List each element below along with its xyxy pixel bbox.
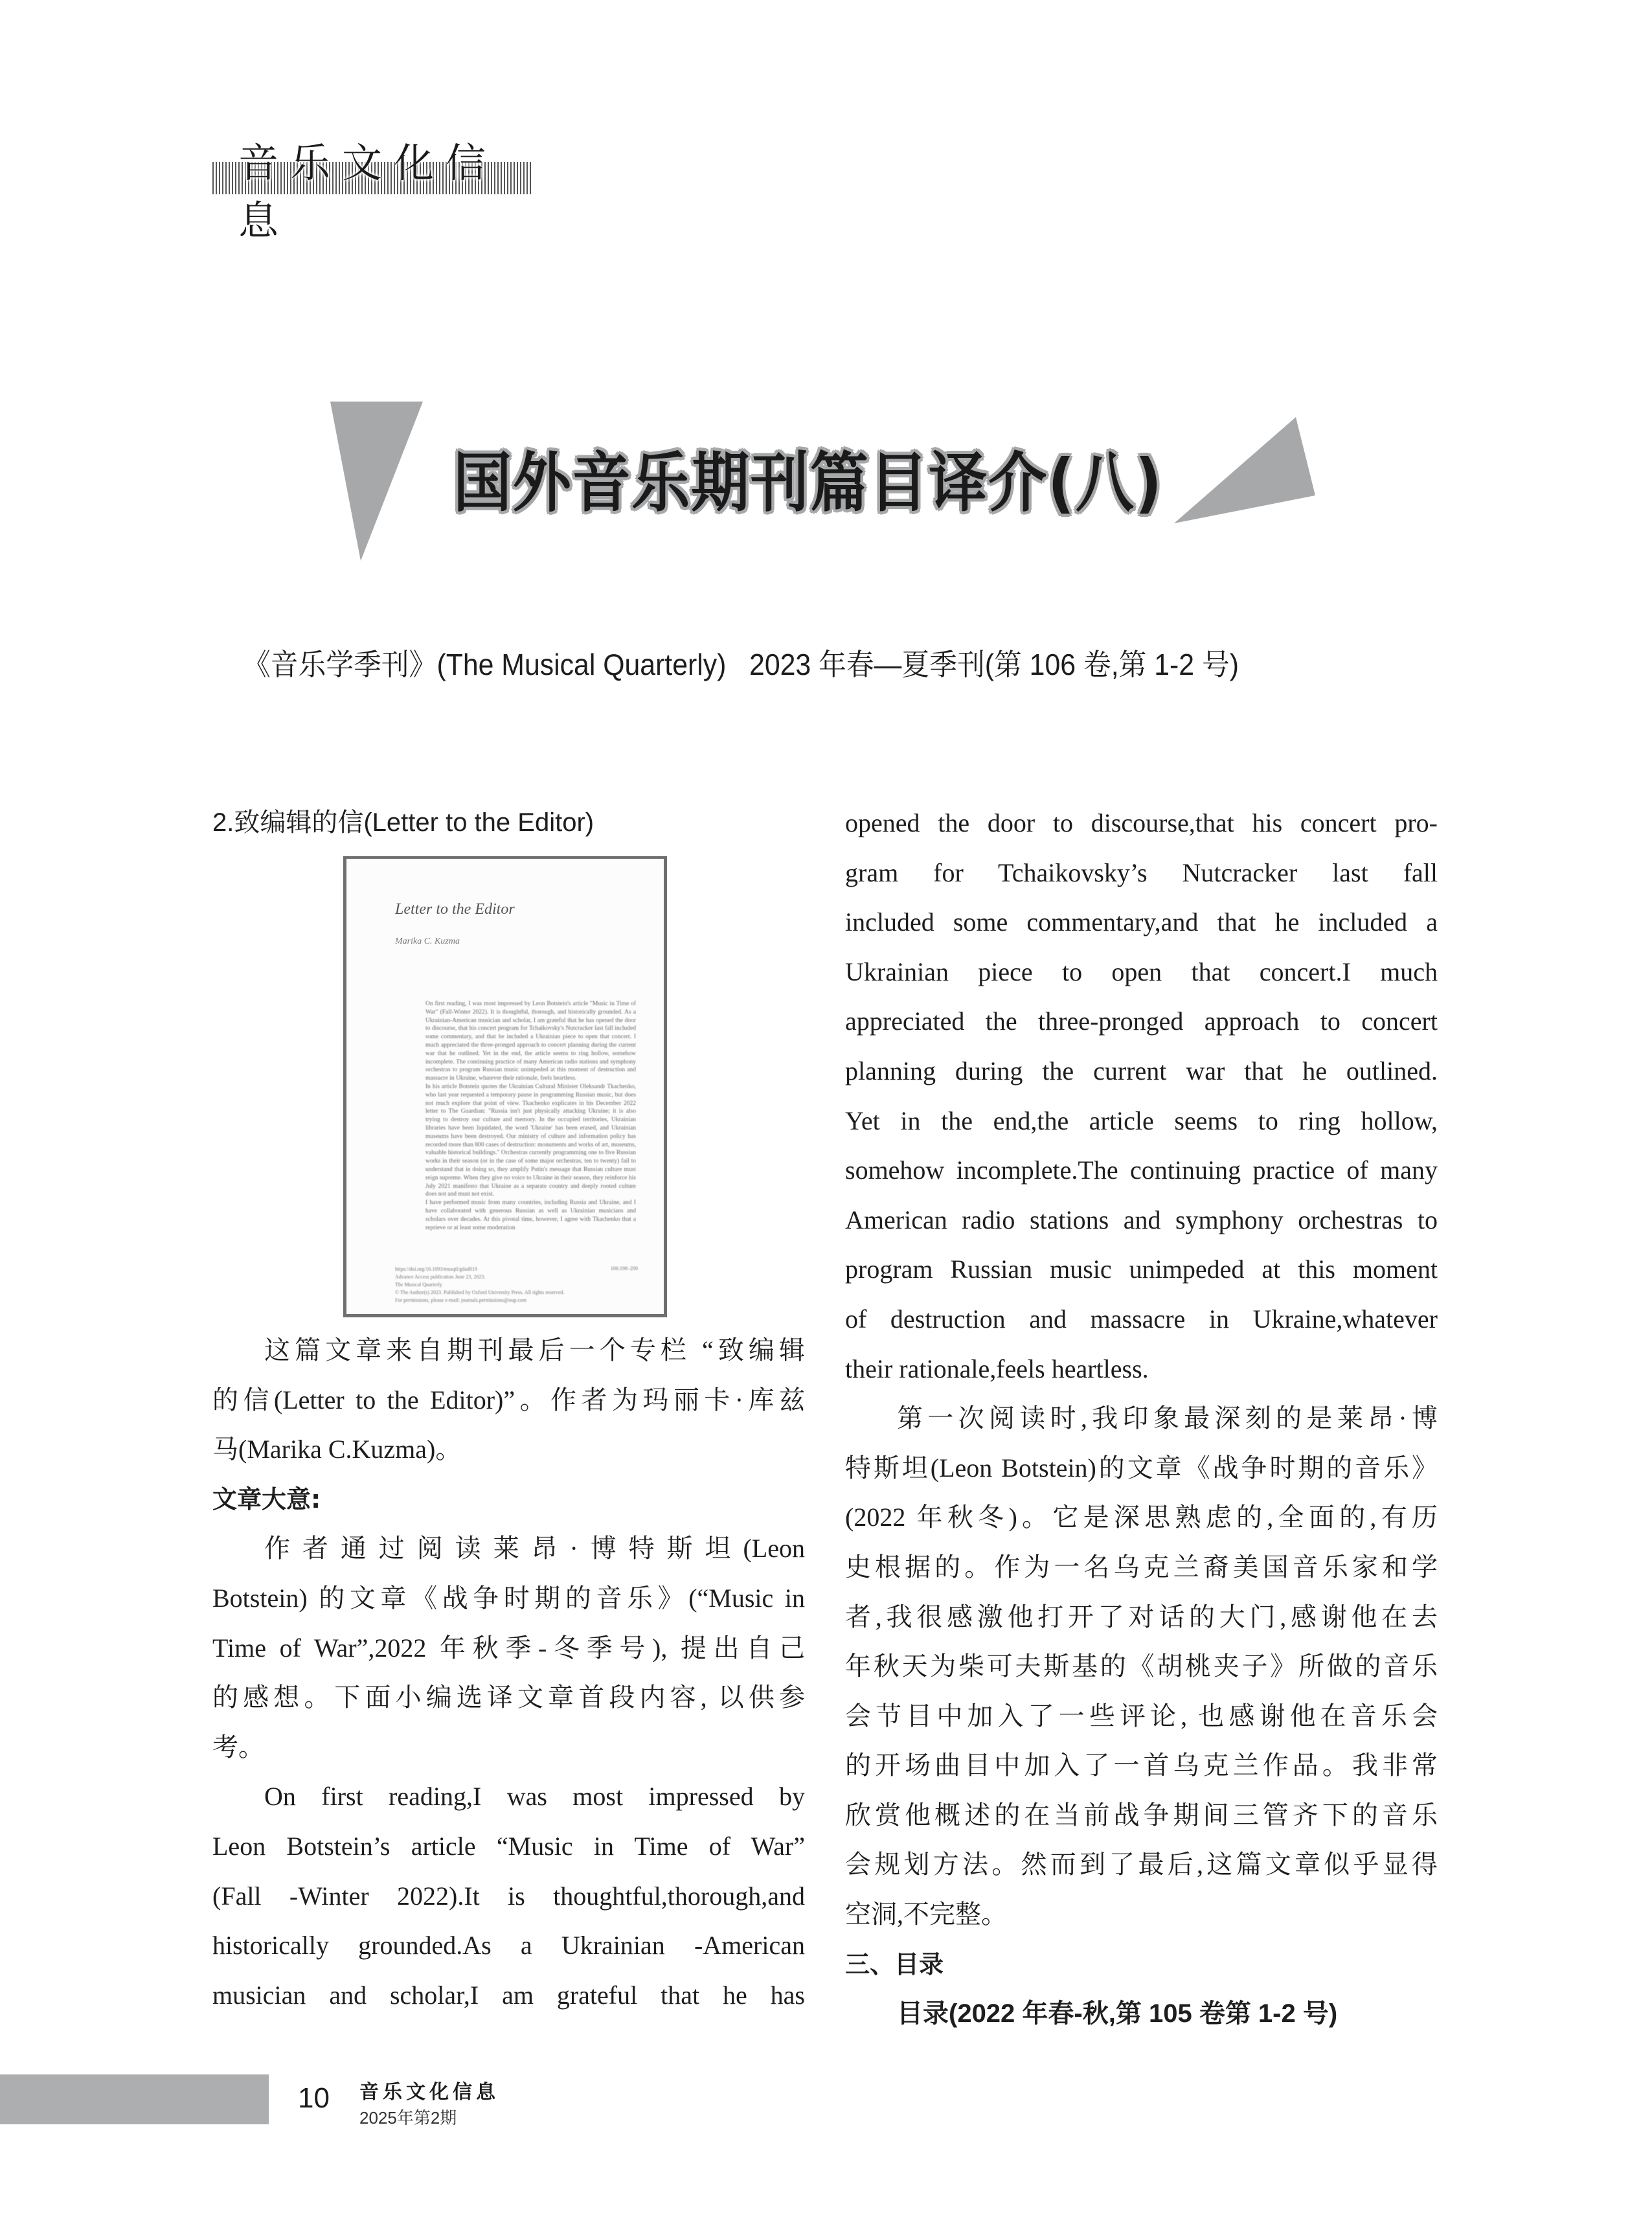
- text-line: On first reading,I was most impressed by: [264, 1782, 805, 1811]
- text-line: included some commentary,and that he included a: [845, 907, 1438, 937]
- text-line: gram for Tchaikovsky’s Nutcracker last fall: [845, 857, 1438, 887]
- text-line: somehow incomplete.The continuing practice of many: [845, 1155, 1438, 1185]
- thumb-journal: The Musical Quarterly: [395, 1282, 442, 1288]
- thumbnail-footer: [395, 1266, 638, 1304]
- footer-issue: 2025年第2期: [359, 2108, 457, 2128]
- column-name: 音乐文化信息: [238, 139, 498, 244]
- thumb-doi: https://doi.org/10.1093/musqtl/gdad019: [395, 1266, 477, 1272]
- text-line: (2022 年秋冬)。它是深思熟虑的,全面的,有历: [845, 1503, 1438, 1532]
- text-line: 马(Marika C.Kuzma)。: [212, 1435, 462, 1464]
- text-line: 者,我很感激他打开了对话的大门,感谢他在去: [845, 1602, 1438, 1631]
- text-line: 考。: [212, 1732, 264, 1762]
- text-line: historically grounded.As a Ukrainian -American: [212, 1931, 805, 1960]
- summary-paragraph: [212, 1524, 805, 1772]
- english-paragraph-continued: [845, 799, 1438, 1394]
- thumbnail-pages: 106:198–200: [610, 1266, 638, 1271]
- left-column-text: [212, 1326, 805, 2020]
- right-column: [845, 799, 1438, 2039]
- text-line: Yet in the end,the article seems to ring hollow,: [845, 1106, 1438, 1135]
- text-line: Time of War”,2022 年秋季-冬季号), 提出自己: [212, 1633, 805, 1663]
- text-line: 会规划方法。然而到了最后,这篇文章似乎显得: [845, 1850, 1438, 1880]
- article-thumbnail: [343, 856, 667, 1317]
- text-line: 会节目中加入了一些评论, 也感谢他在音乐会: [845, 1701, 1438, 1731]
- toc-line: 目录(2022 年春-秋,第 105 卷第 1-2 号): [897, 1999, 1338, 2028]
- text-line: Botstein) 的文章《战争时期的音乐》(“Music in: [212, 1583, 805, 1613]
- thumb-permissions: For permissions, please e-mail: journals.permissions@oup.com: [395, 1297, 527, 1303]
- footer-magazine-name: 音乐文化信息: [359, 2081, 499, 2104]
- text-line: program Russian music unimpeded at this moment: [845, 1255, 1438, 1284]
- left-column: [212, 803, 805, 842]
- thumb-publication: Advance Access publication June 23, 2023.: [395, 1274, 486, 1280]
- text-line: 作者通过阅读莱昂·博特斯坦(Leon: [264, 1534, 805, 1563]
- text-line: of destruction and massacre in Ukraine,whatever: [845, 1304, 1438, 1334]
- text-line: 的感想。下面小编选译文章首段内容, 以供参: [212, 1683, 805, 1712]
- text-line: 空洞,不完整。: [845, 1900, 1007, 1929]
- text-line: planning during the current war that he outlined.: [845, 1056, 1438, 1085]
- text-line: 第一次阅读时,我印象最深刻的是莱昂·博: [897, 1403, 1438, 1433]
- translation-paragraph: [845, 1394, 1438, 1940]
- text-line: 这篇文章来自期刊最后一个专栏 “致编辑: [264, 1335, 805, 1365]
- footer-bar: [0, 2074, 269, 2124]
- right-triangle: [1174, 417, 1315, 523]
- summary-heading: 文章大意:: [212, 1484, 321, 1514]
- text-line: (Fall -Winter 2022).It is thoughtful,thorough,and: [212, 1881, 805, 1911]
- english-paragraph-start: [212, 1772, 805, 2020]
- text-line: 年秋天为柴可夫斯基的《胡桃夹子》所做的音乐: [845, 1652, 1438, 1681]
- journal-info: 《音乐学季刊》(The Musical Quarterly) 2023 年春—夏季刊(第 106 卷,第 1-2 号): [243, 648, 1239, 681]
- section-heading: 2.致编辑的信(Letter to the Editor): [212, 808, 594, 837]
- text-line: 史根据的。作为一名乌克兰裔美国音乐家和学: [845, 1552, 1438, 1582]
- left-triangle: [330, 402, 423, 561]
- intro-paragraph: [212, 1326, 805, 1475]
- text-line: opened the door to discourse,that his concert pro-: [845, 808, 1438, 837]
- text-line: Leon Botstein’s article “Music in Time of War”: [212, 1831, 805, 1861]
- text-line: their rationale,feels heartless.: [845, 1354, 1149, 1383]
- text-line: 的开场曲目中加入了一首乌克兰作品。我非常: [845, 1751, 1438, 1780]
- text-line: appreciated the three-pronged approach to concert: [845, 1006, 1438, 1036]
- thumbnail-author: Marika C. Kuzma: [395, 937, 460, 946]
- text-line: American radio stations and symphony orchestras to: [845, 1205, 1438, 1234]
- text-line: 欣赏他概述的在当前战争期间三管齐下的音乐: [845, 1800, 1438, 1830]
- text-line: 的信(Letter to the Editor)”。作者为玛丽卡·库兹: [212, 1385, 805, 1414]
- text-line: 特斯坦(Leon Botstein)的文章《战争时期的音乐》: [845, 1453, 1438, 1482]
- thumbnail-body: On first reading, I was most impressed by Leon Botstein's article "Music in Time of War" (Fall-Winter 2022). It is thoughtful, thorough, and historically grounded. As a Ukrainian-American musician and scholar, I am grateful that he has opened the door to discourse, that his concert program for Tchaikovsky's Nutcracker last fall included some commentary, and that he included a Ukrainian piece to open that concert. I much appreciated the three-pronged approach to concert planning during the current war that he outlined. Yet in the end, the article seems to ring hollow, somehow incomplete. The continuing practice of many American radio stations and symphony orchestras to program Russian music unimpeded at this moment of destruction and massacre in Ukraine, whatever their rationale, feels heartless. In his article Botstein quotes the Ukrainian Cultural Minister Oleksandr Tkachenko, who last year requested a temporary pause in programming Russian music, but does not much explore that point of view. Tkachenko explicates in his December 2022 letter to The Guardian: "Russia isn't just physically attacking Ukraine; it is also trying to destroy our culture and memory. In the occupied territories, Ukrainian libraries have been liquidated, the word 'Ukraine' has been erased, and Ukrainian museums have been destroyed. Our ministry of culture and information policy has recorded more than 800 cases of destruction: monuments and works of art, museums, valuable historical buildings." Orchestras currently programming one to five Russian works in their season (or in the case of some major orchestras, ten to twenty) fail to understand that in doing so, they amplify Putin's message that Russian culture must reign supreme. When they give no voice to Ukraine in their season, they reinforce his July 2021 manifesto that Ukraine as a separate country and deeply rooted culture does not and must not exist. I have performed music from many countries, including Russia and Ukraine, and I have collaborated with generous Russian as well as Ukrainian musicians and scholars over decades. At this pivotal time, however, I agree with Tkachenko that a reprieve or at least some moderation: [425, 1001, 636, 1231]
- article-title: 国外音乐期刊篇目译介(八): [453, 445, 1163, 521]
- thumbnail-title: Letter to the Editor: [395, 901, 515, 918]
- page-number: 10: [298, 2082, 330, 2114]
- text-line: musician and scholar,I am grateful that he has: [212, 1980, 805, 2010]
- thumb-copyright: © The Author(s) 2023. Published by Oxford University Press. All rights reserved.: [395, 1289, 565, 1295]
- text-line: Ukrainian piece to open that concert.I much: [845, 957, 1438, 986]
- section-three-heading: 三、目录: [845, 1949, 944, 1979]
